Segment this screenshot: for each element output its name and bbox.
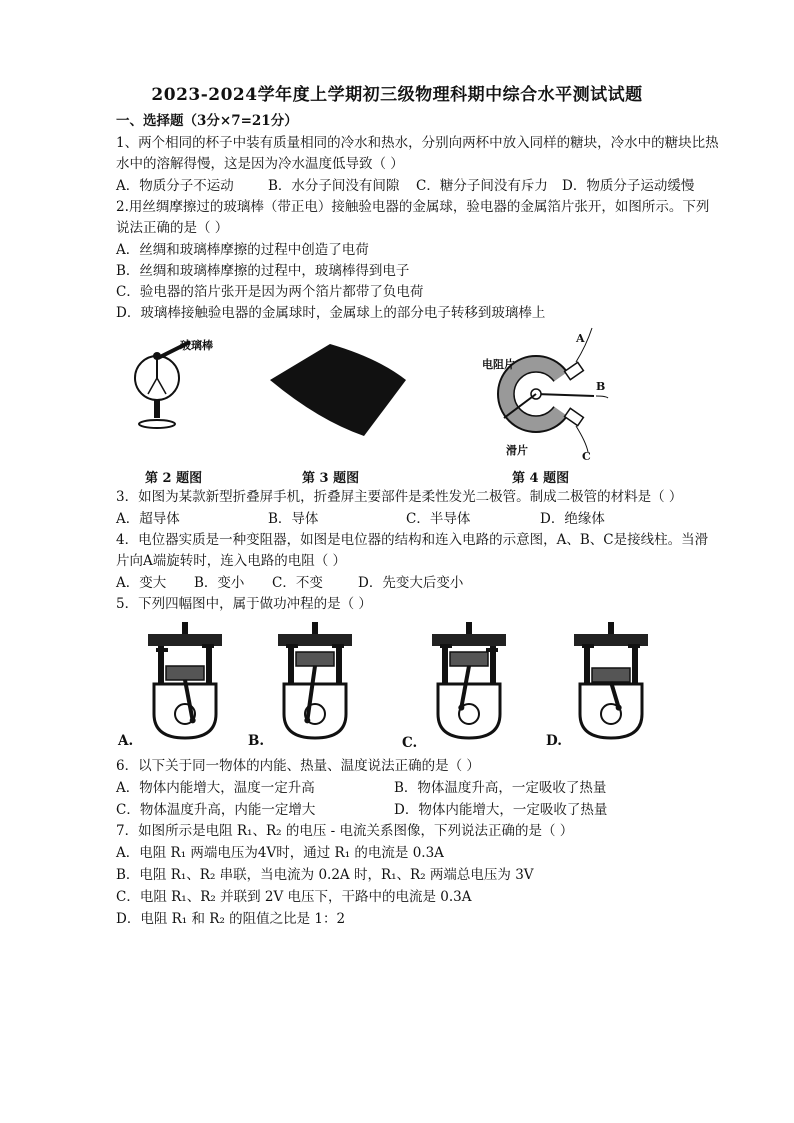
slider-label: 滑片 [506, 444, 528, 457]
folding-phone-figure [268, 340, 408, 440]
figure2-caption: 第 2 题图 [145, 471, 203, 486]
q6-option-c: C．物体温度升高，内能一定增大 [116, 802, 316, 818]
q4-option-a: A．变大 [116, 575, 167, 591]
q2-option-b: B．丝绸和玻璃棒摩擦的过程中，玻璃棒得到电子 [116, 263, 410, 279]
q5-option-d: D. [546, 733, 562, 749]
q5-option-a: A. [118, 733, 134, 749]
q7-option-c: C．电阻 R₁、R₂ 并联到 2V 电压下，干路中的电流是 0.3A [116, 889, 472, 905]
q4-option-b: B．变小 [194, 575, 245, 591]
q1-option-c: C．糖分子间没有斥力 [416, 178, 548, 194]
exam-title: 2023-2024学年度上学期初三级物理科期中综合水平测试试题 [151, 85, 643, 105]
engine-diagram-b [270, 622, 360, 740]
q7-stem: 7．如图所示是电阻 R₁、R₂ 的电压 - 电流关系图像，下列说法正确的是（ ） [116, 823, 574, 839]
q2-option-d: D．玻璃棒接触验电器的金属球时，金属球上的部分电子转移到玻璃棒上 [116, 305, 546, 321]
figure3-caption: 第 3 题图 [302, 471, 360, 486]
q1-option-a: A．物质分子不运动 [116, 178, 234, 194]
q4-stem-line1: 4．电位器实质是一种变阻器，如图是电位器的结构和连入电路的示意图，A、B、C是接线柱。当滑 [116, 532, 709, 548]
q3-stem: 3．如图为某款新型折叠屏手机，折叠屏主要部件是柔性发光二极管。制成二极管的材料是（ ） [116, 489, 683, 505]
q4-option-d: D．先变大后变小 [358, 575, 464, 591]
q1-stem-line1: 1、两个相同的杯子中装有质量相同的冷水和热水，分别向两杯中放入同样的糖块，冷水中的糖块比热 [116, 135, 719, 151]
q6-option-b: B．物体温度升高，一定吸收了热量 [394, 780, 607, 796]
section-heading: 一、选择题（3分×7=21分） [116, 113, 298, 129]
terminal-c-label: C [582, 450, 591, 463]
q1-option-d: D．物质分子运动缓慢 [562, 178, 695, 194]
q2-option-c: C．验电器的箔片张开是因为两个箔片都带了负电荷 [116, 284, 424, 300]
q7-option-d: D．电阻 R₁ 和 R₂ 的阻值之比是 1：2 [116, 911, 346, 927]
q3-option-d: D．绝缘体 [540, 511, 605, 527]
q7-option-a: A．电阻 R₁ 两端电压为4V时，通过 R₁ 的电流是 0.3A [116, 845, 444, 861]
q3-option-c: C．半导体 [406, 511, 471, 527]
q2-stem-line2: 说法正确的是（ ） [116, 220, 229, 236]
q7-option-b: B．电阻 R₁、R₂ 串联，当电流为 0.2A 时，R₁、R₂ 两端总电压为 3V [116, 867, 534, 883]
q1-option-b: B．水分子间没有间隙 [268, 178, 400, 194]
q3-option-b: B．导体 [268, 511, 319, 527]
engine-diagram-a [140, 622, 230, 740]
engine-diagram-d [566, 622, 656, 740]
terminal-a-label: A [576, 332, 585, 345]
q5-option-c: C. [402, 735, 418, 751]
glass-rod-label: 玻璃棒 [180, 339, 213, 352]
q5-option-b: B. [248, 733, 265, 749]
q6-option-d: D．物体内能增大，一定吸收了热量 [394, 802, 608, 818]
q5-stem: 5．下列四幅图中，属于做功冲程的是（ ） [116, 596, 372, 612]
resistor-strip-label: 电阻片 [482, 358, 515, 371]
q2-option-a: A．丝绸和玻璃棒摩擦的过程中创造了电荷 [116, 242, 369, 258]
q6-option-a: A．物体内能增大，温度一定升高 [116, 780, 315, 796]
figure4-caption: 第 4 题图 [512, 471, 570, 486]
q4-option-c: C．不变 [272, 575, 323, 591]
q1-stem-line2: 水中的溶解得慢，这是因为冷水温度低导致（ ） [116, 156, 404, 172]
q4-stem-line2: 片向A端旋转时，连入电路的电阻（ ） [116, 553, 347, 569]
q3-option-a: A．超导体 [116, 511, 180, 527]
q6-stem: 6．以下关于同一物体的内能、热量、温度说法正确的是（ ） [116, 758, 480, 774]
engine-diagram-c [424, 622, 514, 740]
terminal-b-label: B [596, 380, 606, 393]
q2-stem-line1: 2.用丝绸摩擦过的玻璃棒（带正电）接触验电器的金属球，验电器的金属箔片张开，如图所示。下列 [116, 199, 710, 215]
